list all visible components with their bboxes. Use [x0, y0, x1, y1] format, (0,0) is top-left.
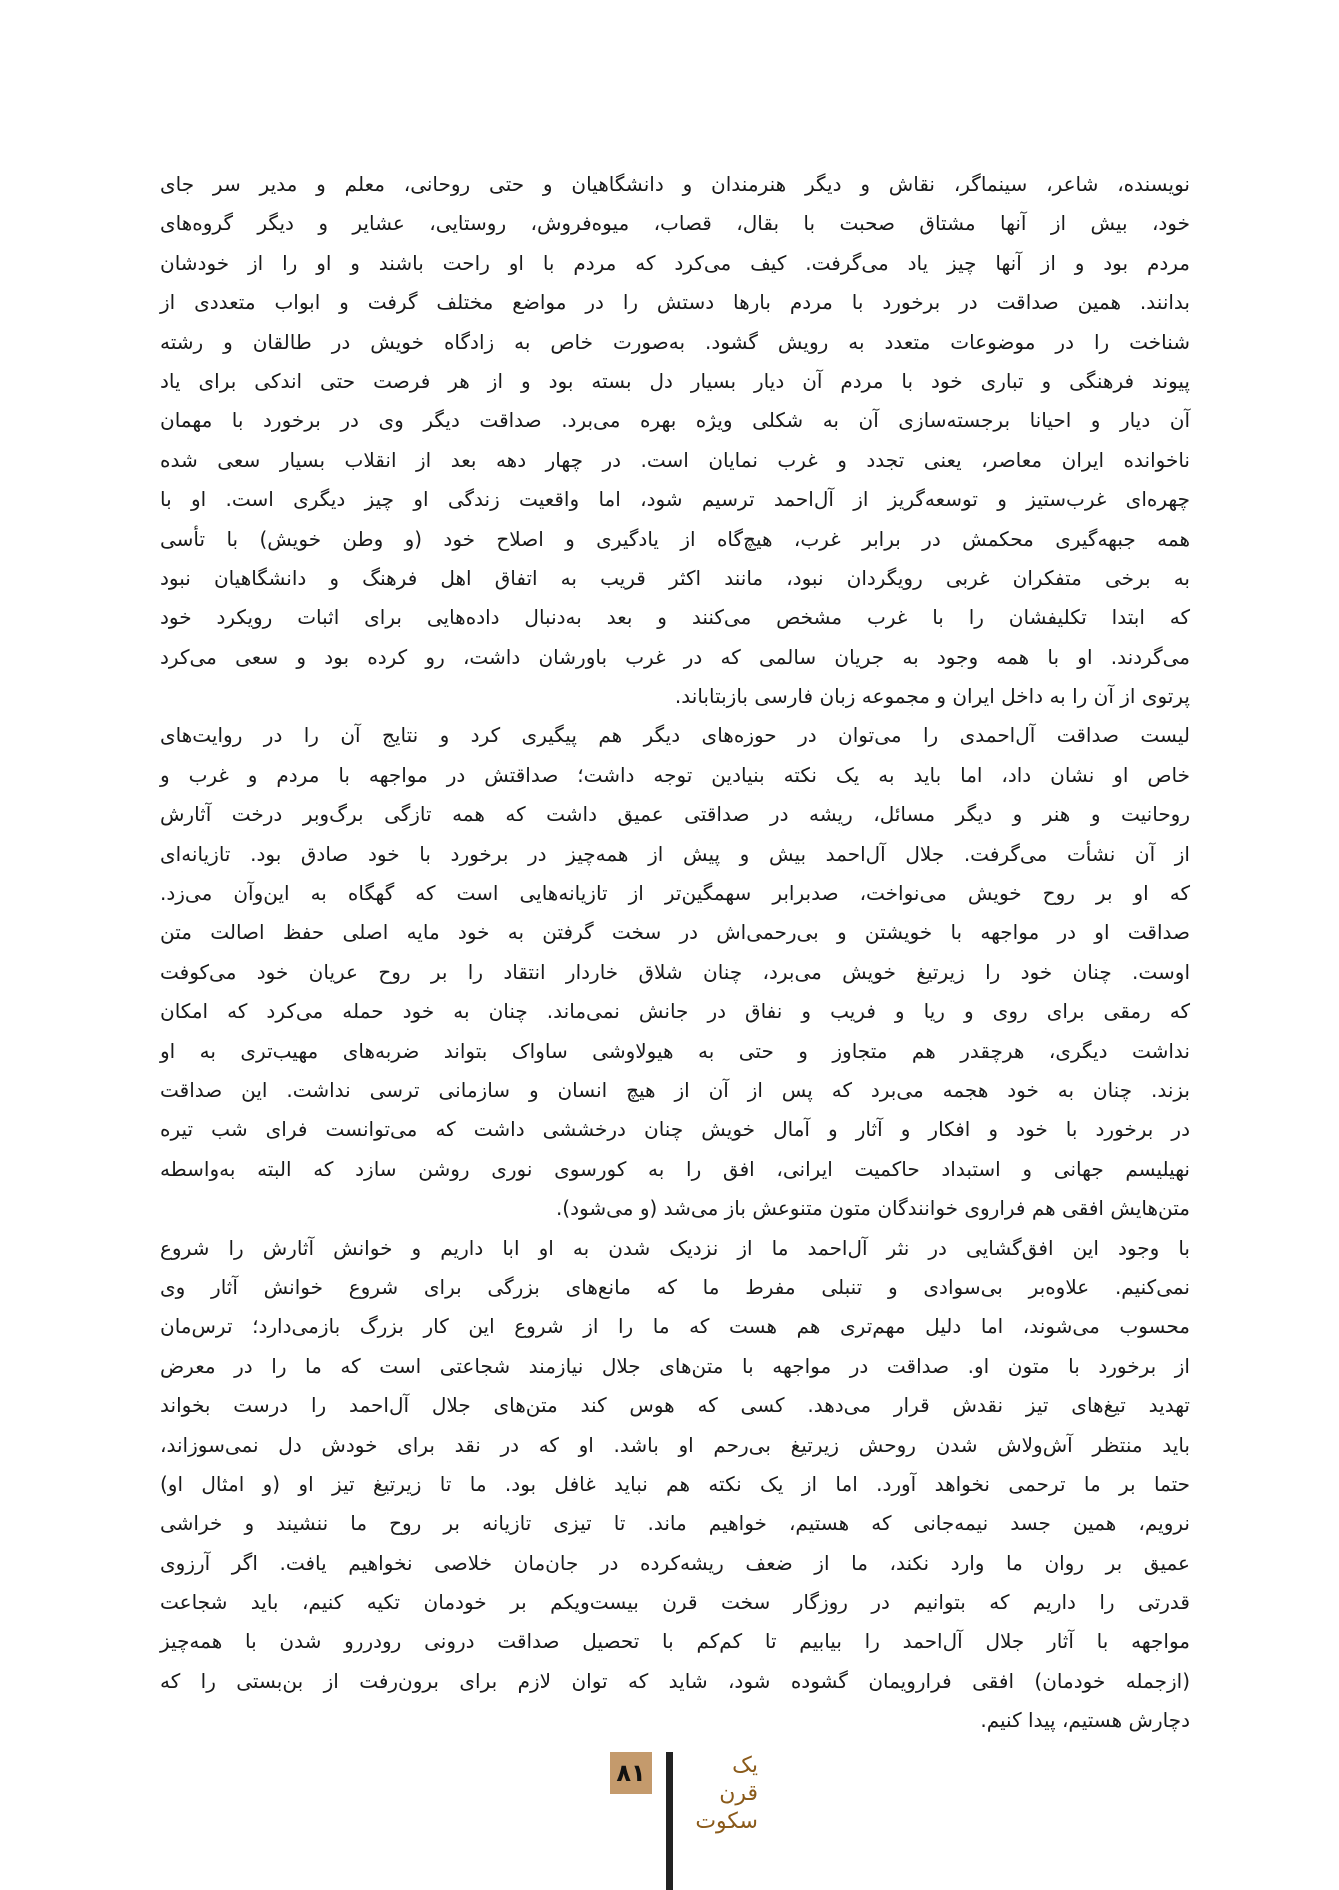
body-text — [160, 165, 1190, 1741]
text-line: بدانند. همین صداقت در برخورد با مردم بارها دستش را در مواضع مختلف گرفت و ابواب متعددی از — [160, 290, 1190, 315]
text-line: با وجود این افق‌گشایی در نثر آل‌احمد ما از نزدیک شدن به او ابا داریم و خوانش آثارش را شروع — [160, 1235, 1190, 1260]
text-line: خود، بیش از آنها مشتاق صحبت با بقال، قصاب، میوه‌فروش، روستایی، عشایر و دیگر گروه‌های — [160, 211, 1190, 236]
text-line: صداقت او در مواجهه با خویشتن و بی‌رحمی‌اش در سخت گرفتن به خود مایه اصلی حفظ اصالت متن — [160, 920, 1190, 945]
page-number: ۸۱ — [610, 1752, 652, 1794]
paragraph — [160, 716, 1190, 1228]
text-line: خاص او نشان داد، اما باید به یک نکته بنیادین توجه داشت؛ صداقتش در مواجهه با مردم و غرب و — [160, 762, 1190, 787]
paragraph — [160, 1229, 1190, 1741]
book-title-line-2: سکوت — [695, 1809, 758, 1834]
text-line: عمیق بر روان ما وارد نکند، ما از ضعف ریشه‌کرده در جان‌مان خلاصی نخواهیم یافت. اگر آرزوی — [160, 1550, 1190, 1575]
text-line: از آن نشأت می‌گرفت. جلال آل‌احمد بیش و پیش از همه‌چیز در برخورد با خود صادق بود. تازیانه‌ای — [160, 841, 1190, 866]
text-line: از برخورد با متون او. صداقت در مواجهه با متن‌های جلال نیازمند شجاعتی است که ما را در معرض — [160, 1353, 1190, 1378]
text-line: که رمقی برای روی و ریا و فریب و نفاق در جانش نمی‌ماند. چنان به خود حمله می‌کرد که امکان — [160, 999, 1190, 1024]
text-line: اوست. چنان خود را زیرتیغ خویش می‌برد، چنان شلاق خاردار انتقاد را بر روح عریان خود می‌کوفت — [160, 959, 1190, 984]
text-line: مردم بود و از آنها چیز یاد می‌گرفت. کیف می‌کرد که مردم با او راحت باشند و او را از خودشان — [160, 250, 1190, 275]
book-title-line-1: یک قرن — [719, 1753, 758, 1806]
text-line: آن دیار و احیانا برجسته‌سازی آن به شکلی ویژه بهره می‌برد. صداقت دیگر وی در برخورد با مهمان — [160, 408, 1190, 433]
text-line: نمی‌کنیم. علاوه‌بر بی‌سوادی و تنبلی مفرط ما که مانع‌های بزرگی برای شروع خوانش آثار وی — [160, 1274, 1190, 1299]
text-line: که ابتدا تکلیفشان را با غرب مشخص می‌کنند و بعد به‌دنبال داده‌هایی برای اثبات رویکرد خود — [160, 605, 1190, 630]
text-line: همه جبهه‌گیری محکمش در برابر غرب، هیچ‌گاه از یادگیری و اصلاح خود (و وطن خویش) با تأسی — [160, 526, 1190, 551]
text-line: لیست صداقت آل‌احمدی را می‌توان در حوزه‌های دیگر هم پیگیری کرد و نتایج آن را در روایت‌های — [160, 723, 1190, 748]
text-line: متن‌هایش افقی هم فراروی خوانندگان متون متنوعش باز می‌شد (و می‌شود). — [555, 1196, 1190, 1221]
text-line: محسوب می‌شوند، اما دلیل مهم‌تری هم هست که ما را از شروع این کار بزرگ بازمی‌دارد؛ ترس‌مان — [160, 1314, 1190, 1339]
text-line: چهره‌ای غرب‌ستیز و توسعه‌گریز از آل‌احمد ترسیم شود، اما واقعیت زندگی او چیز دیگری است. او با — [160, 487, 1190, 512]
text-line: حتما بر ما ترحمی نخواهد آورد. اما از یک نکته هم نباید غافل بود. ما تا زیرتیغ تیز او (و امثال او) — [160, 1471, 1190, 1496]
text-line: می‌گردند. او با همه وجود به جریان سالمی که در غرب باورشان داشت، رو کرده بود و سعی می‌کرد — [160, 644, 1190, 669]
text-line: پرتوی از آن را به داخل ایران و مجموعه زبان فارسی بازبتاباند. — [674, 684, 1190, 709]
text-line: نداشت دیگری، هرچقدر هم متجاوز و حتی به هیولاوشی ساواک بتواند ضربه‌های مهیب‌تری به او — [160, 1038, 1190, 1063]
text-line: نرویم، همین جسد نیمه‌جانی که هستیم، خواهیم ماند. تا تیزی تازیانه بر روح ما ننشیند و خراشی — [160, 1511, 1190, 1536]
text-line: بزند. چنان به خود هجمه می‌برد که پس از آن از هیچ انسان و سازمانی ترسی نداشت. این صداقت — [160, 1077, 1190, 1102]
text-line: پیوند فرهنگی و تباری خود با مردم آن دیار بسیار دل بسته بود و از هر فرصت حتی اندکی برای یاد — [160, 368, 1190, 393]
text-line: ناخوانده ایران معاصر، یعنی تجدد و غرب نمایان است. در چهار دهه بعد از انقلاب بسیار سعی شده — [160, 447, 1190, 472]
paragraph — [160, 165, 1190, 716]
text-line: نهیلیسم جهانی و استبداد حاکمیت ایرانی، افق را به کورسوی نوری روشن سازد که البته به‌واسطه — [160, 1156, 1190, 1181]
text-line: شناخت را در موضوعات متعدد به رویش گشود. به‌صورت خاص به زادگاه خویش در طالقان و رشته — [160, 329, 1190, 354]
book-title — [688, 1752, 758, 1836]
text-line: مواجهه با آثار جلال آل‌احمد را بیابیم تا کم‌کم با تحصیل صداقت درونی رودررو شدن با همه‌چیز — [160, 1629, 1190, 1654]
footer-divider — [666, 1752, 673, 1890]
text-line: روحانیت و هنر و دیگر مسائل، ریشه در صداقتی عمیق داشت که همه تازگی برگ‌وبر درخت آثارش — [160, 802, 1190, 827]
text-line: (ازجمله خودمان) افقی فرارویمان گشوده شود، شاید که توان لازم برای برون‌رفت از بن‌بستی را که — [160, 1668, 1190, 1693]
text-line: نویسنده، شاعر، سینماگر، نقاش و دیگر هنرمندان و دانشگاهیان و حتی روحانی، معلم و مدیر سر جای — [160, 172, 1190, 196]
text-line: به برخی متفکران غربی رویگردان نبود، مانند اکثر قریب به اتفاق اهل فرهنگ و دانشگاهیان نبود — [160, 565, 1190, 590]
text-line: دچارش هستیم، پیدا کنیم. — [980, 1708, 1190, 1733]
text-line: که او بر روح خویش می‌نواخت، صدبرابر سهمگین‌تر از تازیانه‌هایی است که گهگاه به این‌وآن می‌زد. — [160, 881, 1190, 906]
text-line: قدرتی را داریم که بتوانیم در روزگار سخت قرن بیست‌ویکم بر خودمان تکیه کنیم، باید شجاعت — [160, 1590, 1190, 1615]
text-line: تهدید تیغ‌های تیز نقدش قرار می‌دهد. کسی که هوس کند متن‌های جلال آل‌احمد را درست بخواند — [160, 1393, 1190, 1418]
text-line: باید منتظر آش‌ولاش شدن روحش زیرتیغ بی‌رحم او باشد. او که در نقد برای خودش دل نمی‌سوزاند، — [160, 1432, 1190, 1457]
text-line: در برخورد با خود و افکار و آثار و آمال خویش چنان درخششی داشت که می‌توانست فرای شب تیره — [160, 1117, 1190, 1142]
